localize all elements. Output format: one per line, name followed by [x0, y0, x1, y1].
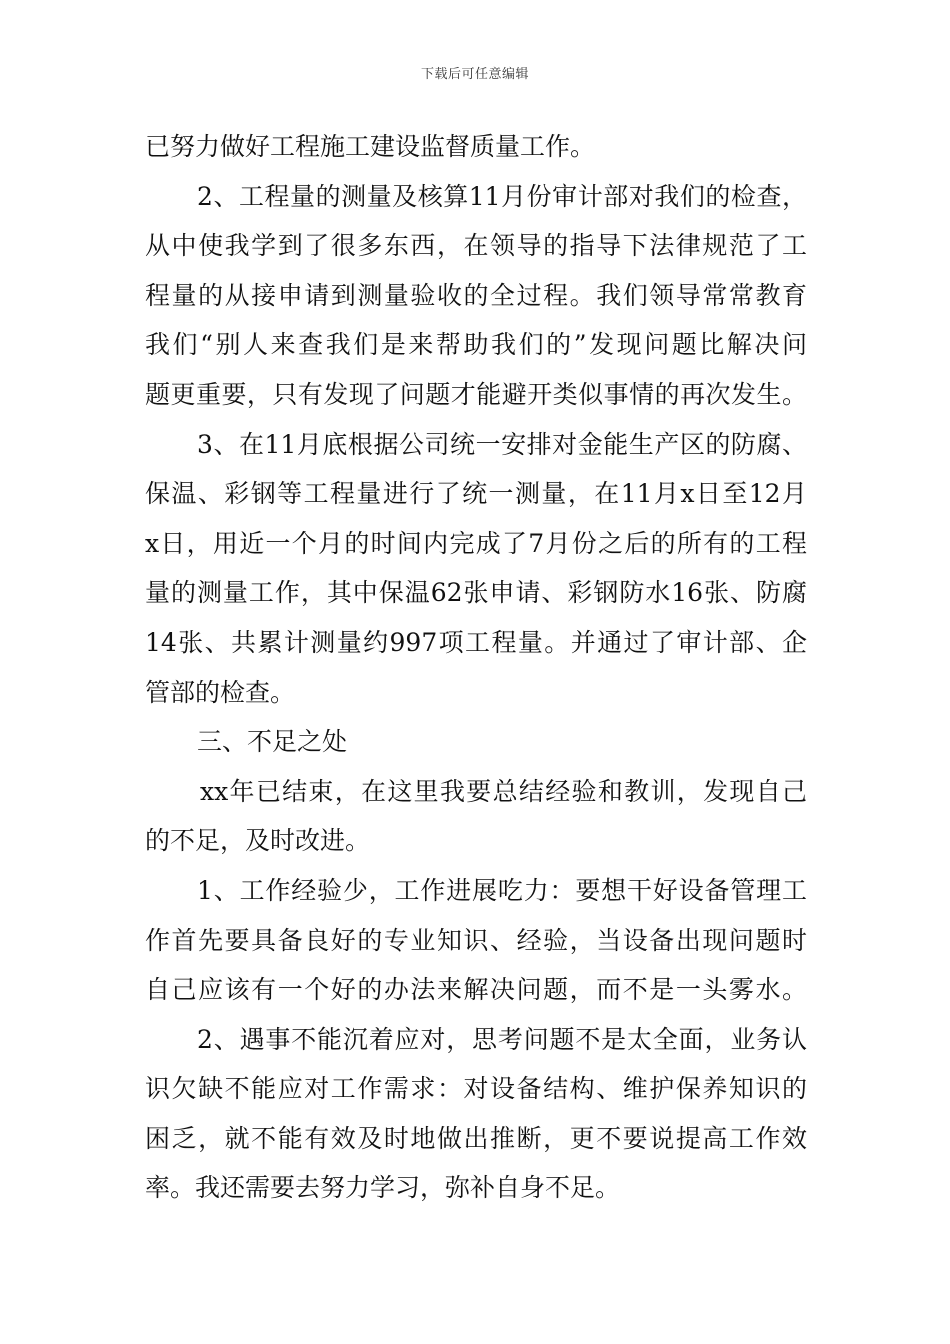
- text-line: 已努力做好工程施工建设监督质量工作。: [145, 132, 596, 161]
- text-line: 1、工作经验少，工作进展吃力：要想干好设备管理工: [197, 875, 807, 905]
- text-line: xx年已结束，在这里我要总结经验和教训，发现自己: [200, 776, 807, 806]
- text-line: 题更重要，只有发现了问题才能避开类似事情的再次发生。: [145, 379, 807, 409]
- text-line: 我们“别人来查我们是来帮助我们的”发现问题比解决问: [145, 330, 807, 360]
- text-line: 保温、彩钢等工程量进行了统一测量，在11月x日至12月: [145, 479, 807, 509]
- text-line: 率。我还需要去努力学习，弥补自身不足。: [145, 1173, 621, 1203]
- text-line: 作首先要具备良好的专业知识、经验，当设备出现问题时: [145, 925, 807, 955]
- text-line: 管部的检查。: [145, 677, 296, 707]
- text-line: 3、在11月底根据公司统一安排对金能生产区的防腐、: [197, 429, 807, 459]
- text-line: 14张、共累计测量约997项工程量。并通过了审计部、企: [145, 627, 807, 657]
- text-line: x日，用近一个月的时间内完成了7月份之后的所有的工程: [145, 528, 807, 558]
- text-line: 的不足，及时改进。: [145, 826, 371, 856]
- page-header: 下载后可任意编辑: [420, 67, 529, 82]
- text-line: 自己应该有一个好的办法来解决问题，而不是一头雾水。: [145, 975, 807, 1005]
- text-line: 程量的从接申请到测量验收的全过程。我们领导常常教育: [145, 280, 807, 310]
- text-line: 从中使我学到了很多东西，在领导的指导下法律规范了工: [145, 231, 807, 261]
- text-line: 2、遇事不能沉着应对，思考问题不是太全面，业务认: [197, 1024, 807, 1054]
- text-line: 2、工程量的测量及核算11月份审计部对我们的检查，: [197, 181, 807, 211]
- text-line: 量的测量工作，其中保温62张申请、彩钢防水16张、防腐: [145, 578, 807, 608]
- text-line: 困乏，就不能有效及时地做出推断，更不要说提高工作效: [145, 1123, 807, 1153]
- text-line: 识欠缺不能应对工作需求：对设备结构、维护保养知识的: [145, 1074, 807, 1104]
- section-heading: 三、不足之处: [197, 727, 348, 757]
- document-body: [145, 122, 807, 1213]
